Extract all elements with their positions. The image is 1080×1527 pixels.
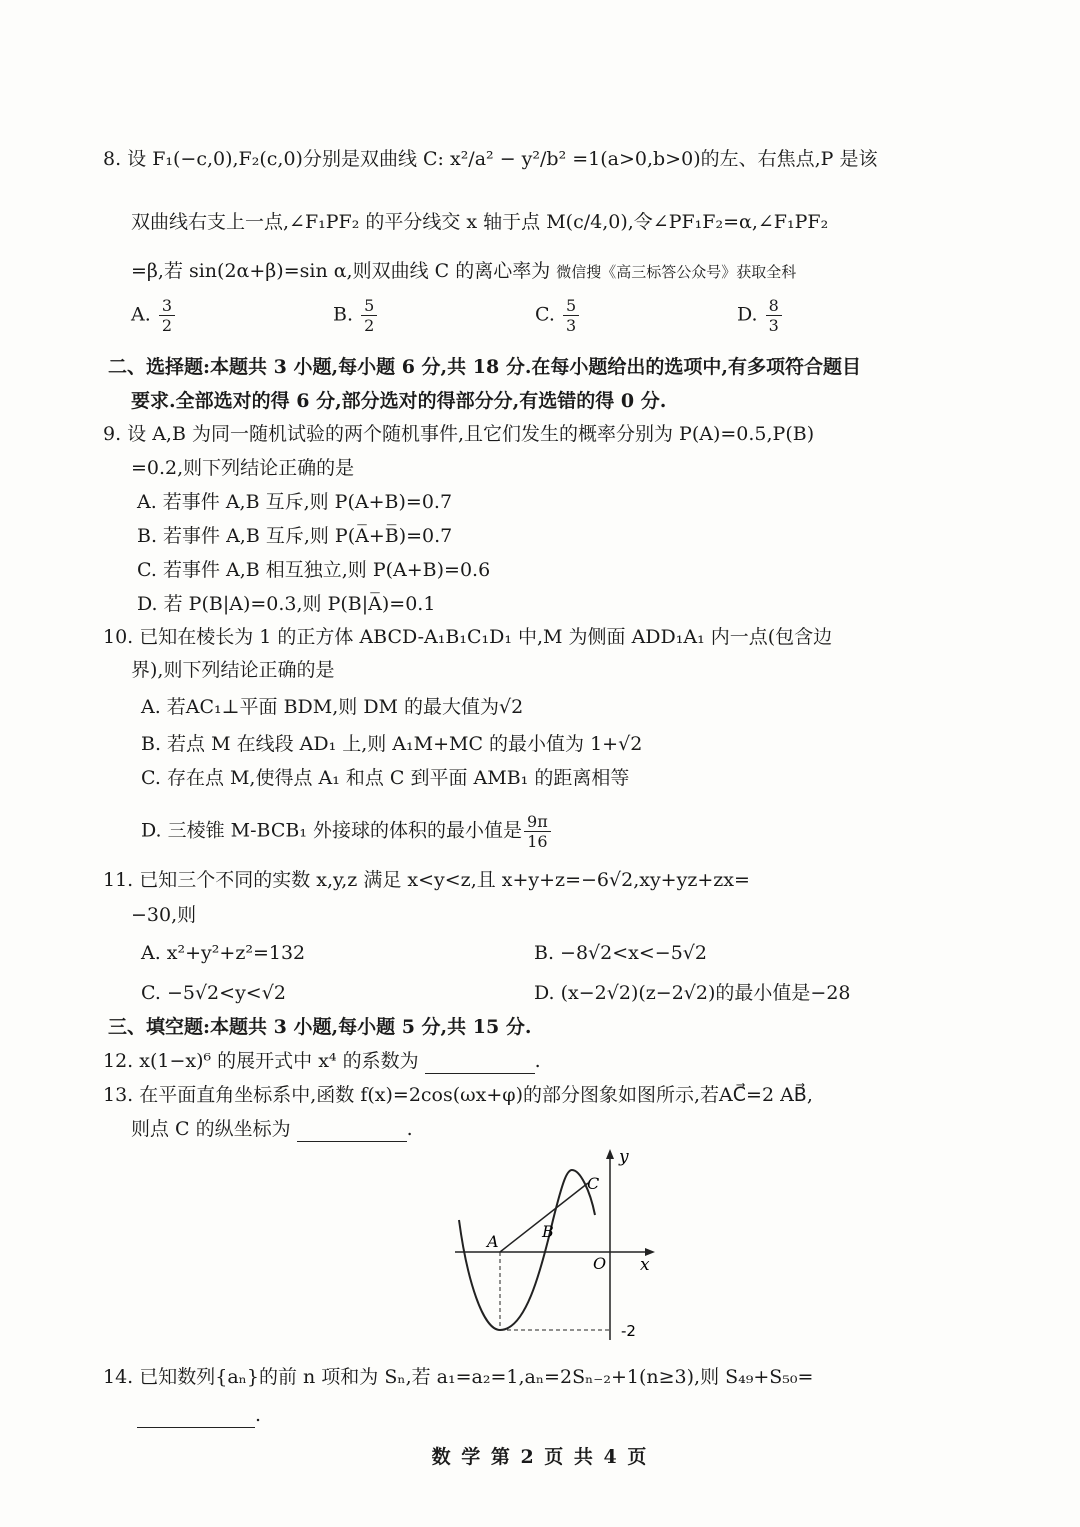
q10-option-d: D. 三棱锥 M-BCB₁ 外接球的体积的最小值是 $\frac{9\pi}{16}$ — [141, 812, 553, 851]
page-footer: 数 学 第 2 页 共 4 页 — [431, 1446, 649, 1468]
q12-line: 12. x(1−x)⁶ 的展开式中 x⁴ 的系数为 . — [103, 1050, 541, 1072]
section2-heading-line2: 要求.全部选对的得 6 分,部分选对的得部分分,有选错的得 0 分. — [131, 390, 667, 412]
q11-option-d: D. (x−2√2)(z−2√2)的最小值是−28 — [534, 982, 851, 1004]
q9-line2: =0.2,则下列结论正确的是 — [131, 457, 355, 479]
q11-option-a: A. x²+y²+z²=132 — [141, 942, 306, 964]
q8-line1: 8. 设 F₁(−c,0),F₂(c,0)分别是双曲线 C: x²/a² − y²/b² =1(a>0,b>0)的左、右焦点,P 是该 — [103, 148, 878, 170]
q11-line2: −30,则 — [131, 904, 197, 926]
q11-line1: 11. 已知三个不同的实数 x,y,z 满足 x<y<z,且 x+y+z=−6√2,xy+yz+zx= — [103, 869, 750, 891]
label-y: y — [619, 1147, 629, 1167]
q8-ad-text: 微信搜《高三标答公众号》获取全科 — [556, 263, 797, 281]
q10-option-a: A. 若AC₁⊥平面 BDM,则 DM 的最大值为√2 — [141, 696, 524, 718]
q10-option-b: B. 若点 M 在线段 AD₁ 上,则 A₁M+MC 的最小值为 1+√2 — [141, 733, 643, 755]
q8-option-b-fraction: $\frac{5}{2}$ — [361, 296, 377, 335]
q11-option-c: C. −5√2<y<√2 — [141, 982, 286, 1004]
q10-option-d-fraction: $\frac{9\pi}{16}$ — [524, 812, 551, 851]
q9-option-b: B. 若事件 A,B 互斥,则 P(A̅+B̅)=0.7 — [137, 525, 453, 547]
q8-option-a-fraction: $\frac{3}{2}$ — [159, 296, 175, 335]
q14-line2: . — [137, 1402, 261, 1428]
y-axis-arrow-icon — [606, 1149, 614, 1159]
label-a: A — [487, 1232, 499, 1251]
q12-answer-blank — [425, 1055, 535, 1074]
q8-option-c-fraction: $\frac{5}{3}$ — [563, 296, 579, 335]
q8-option-a: A. $\frac{3}{2}$ — [131, 296, 177, 335]
q11-option-b: B. −8√2<x<−5√2 — [534, 942, 708, 964]
q13-answer-blank — [297, 1123, 407, 1142]
q10-option-c: C. 存在点 M,使得点 A₁ 和点 C 到平面 AMB₁ 的距离相等 — [141, 767, 630, 789]
label-minus-two: -2 — [621, 1322, 636, 1340]
label-x: x — [640, 1255, 650, 1275]
q10-line2: 界),则下列结论正确的是 — [131, 659, 335, 681]
q13-line2: 则点 C 的纵坐标为 . — [131, 1118, 413, 1140]
q8-option-b: B. $\frac{5}{2}$ — [333, 296, 379, 335]
q14-answer-blank — [137, 1409, 255, 1428]
segment-ac — [500, 1183, 588, 1252]
q13-line1: 13. 在平面直角坐标系中,函数 f(x)=2cos(ωx+φ)的部分图象如图所示,若AC⃗=2 AB⃗, — [103, 1084, 813, 1106]
q8-line3 — [131, 258, 796, 285]
q10-line1: 10. 已知在棱长为 1 的正方体 ABCD-A₁B₁C₁D₁ 中,M 为侧面 ADD₁A₁ 内一点(包含边 — [103, 626, 833, 648]
q8-option-d: D. $\frac{8}{3}$ — [737, 296, 784, 335]
q9-option-c: C. 若事件 A,B 相互独立,则 P(A+B)=0.6 — [137, 559, 491, 581]
label-origin: O — [593, 1254, 607, 1273]
q13-function-graph — [445, 1145, 665, 1345]
section3-heading: 三、填空题:本题共 3 小题,每小题 5 分,共 15 分. — [108, 1016, 532, 1038]
label-b: B — [542, 1222, 554, 1241]
q8-option-d-fraction: $\frac{8}{3}$ — [766, 296, 782, 335]
q8-option-c: C. $\frac{5}{3}$ — [535, 296, 581, 335]
label-c: C — [587, 1174, 600, 1193]
q9-option-d: D. 若 P(B|A)=0.3,则 P(B|A̅)=0.1 — [137, 593, 436, 615]
q8-line3-math: =β,若 sin(2α+β)=sin α,则双曲线 C 的离心率为 — [131, 260, 551, 282]
q14-line1: 14. 已知数列{aₙ}的前 n 项和为 Sₙ,若 a₁=a₂=1,aₙ=2Sₙ₋₂+1(n≥3),则 S₄₉+S₅₀= — [103, 1366, 814, 1388]
q9-option-a: A. 若事件 A,B 互斥,则 P(A+B)=0.7 — [137, 491, 453, 513]
q8-line2: 双曲线右支上一点,∠F₁PF₂ 的平分线交 x 轴于点 M(c/4,0),令∠PF₁F₂=α,∠F₁PF₂ — [131, 211, 829, 233]
q9-line1: 9. 设 A,B 为同一随机试验的两个随机事件,且它们发生的概率分别为 P(A)=0.5,P(B) — [103, 423, 815, 445]
section2-heading-line1: 二、选择题:本题共 3 小题,每小题 6 分,共 18 分.在每小题给出的选项中,有多项符合题目 — [108, 356, 862, 378]
